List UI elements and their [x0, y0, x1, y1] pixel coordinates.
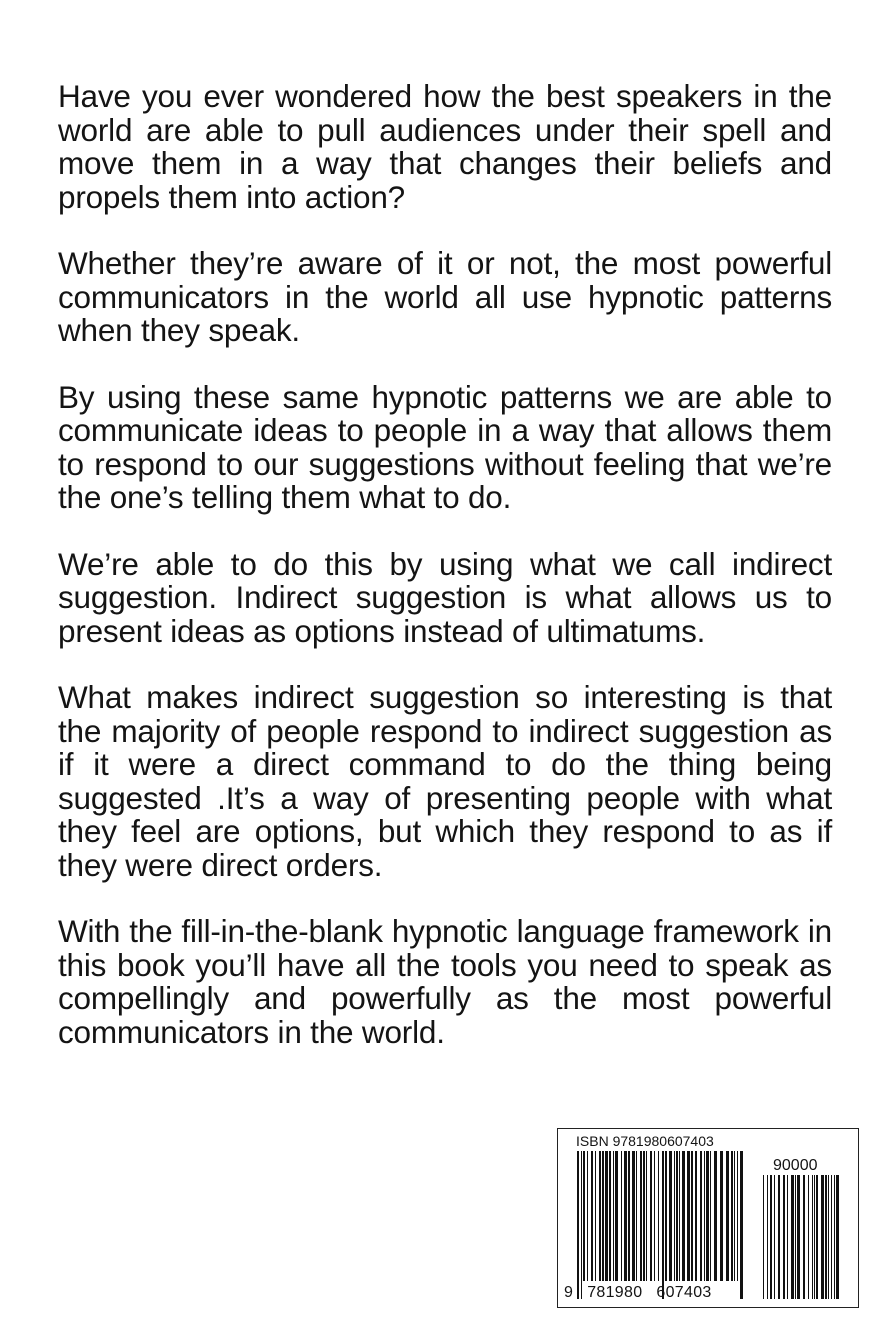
blurb-paragraph-6: With the fill-in-the-blank hypnotic language framework in this book you’ll have all the tools you need to speak as compellingly and powerfully as the most powerful communicators in the world.	[58, 913, 832, 1050]
barcode-bar	[624, 1151, 627, 1281]
addon-bar	[795, 1175, 796, 1299]
barcode-bar	[714, 1151, 717, 1281]
barcode-bar	[615, 1151, 618, 1281]
blurb-paragraph-3: By using these same hypnotic patterns we are able to communicate ideas to people in a way that allows them to respond to our suggestions without feeling that we’re the one’s telling them what to do.	[58, 378, 832, 515]
barcode-bar	[687, 1151, 690, 1281]
barcode-bar	[737, 1151, 738, 1281]
addon-bar	[825, 1175, 827, 1299]
barcode-bar	[676, 1151, 678, 1281]
barcode-bar	[581, 1151, 582, 1299]
barcode-bar	[628, 1151, 630, 1281]
addon-bar	[770, 1175, 772, 1299]
addon-bar	[828, 1175, 829, 1299]
barcode-bar	[643, 1151, 645, 1281]
barcode-bar	[700, 1151, 702, 1281]
blurb-paragraph-4: We’re able to do this by using what we call indirect suggestion. Indirect suggestion is what allows us to present ideas as options instead of ultimatums.	[58, 545, 832, 649]
barcode-digits	[564, 1284, 712, 1302]
barcode-bar	[691, 1151, 693, 1281]
barcode-bar	[731, 1151, 733, 1281]
addon-bar	[808, 1175, 809, 1299]
barcode-bar	[587, 1151, 588, 1281]
addon-bar	[821, 1175, 824, 1299]
barcode-bar	[665, 1151, 667, 1281]
barcode-bars	[558, 1129, 858, 1307]
barcode-bar	[679, 1151, 680, 1281]
isbn-label: ISBN 9781980607403	[576, 1133, 714, 1149]
barcode-bar	[613, 1151, 614, 1281]
addon-bar	[778, 1175, 780, 1299]
addon-bar	[803, 1175, 805, 1299]
barcode-bar	[710, 1151, 711, 1281]
barcode-bar	[599, 1151, 601, 1281]
blurb-paragraph-1: Have you ever wondered how the best speakers in the world are able to pull audiences under their spell and move them in a way that changes their beliefs and propels them into action?	[58, 78, 832, 215]
barcode-bar	[734, 1151, 735, 1281]
barcode-bar	[658, 1151, 659, 1281]
barcode-bar	[621, 1151, 622, 1281]
barcode-bar	[662, 1151, 664, 1299]
addon-bar	[763, 1175, 764, 1299]
barcode-bar	[720, 1151, 723, 1281]
barcode-bar	[591, 1151, 593, 1281]
barcode-bar	[650, 1151, 652, 1281]
barcode-bar	[704, 1151, 705, 1281]
barcode-bar	[646, 1151, 647, 1281]
barcode-bar	[609, 1151, 611, 1281]
barcode-bar	[636, 1151, 637, 1281]
barcode-bar	[654, 1151, 655, 1281]
addon-bar	[767, 1175, 768, 1299]
barcode-bar	[595, 1151, 596, 1281]
blurb-text	[58, 80, 832, 1049]
addon-bar	[791, 1175, 794, 1299]
barcode-bar	[740, 1151, 743, 1299]
barcode-bar	[674, 1151, 675, 1281]
barcode-bar	[583, 1151, 585, 1281]
addon-bar	[774, 1175, 775, 1299]
blurb-paragraph-5: What makes indirect suggestion so interesting is that the majority of people respond to indirect suggestion as if it were a direct command to do the thing being suggested .It’s a way of presenting people with what they feel are options, but which they respond to as if they were direct orders.	[58, 679, 832, 883]
addon-bar	[797, 1175, 800, 1299]
addon-bar	[787, 1175, 788, 1299]
barcode-bar	[602, 1151, 604, 1281]
barcode-bar	[577, 1151, 579, 1299]
addon-bar	[834, 1175, 835, 1299]
addon-bar	[831, 1175, 832, 1299]
barcode-bar	[669, 1151, 672, 1281]
addon-bar	[812, 1175, 813, 1299]
barcode-bar	[726, 1151, 729, 1281]
barcode-digit-first: 9	[564, 1284, 574, 1301]
addon-bar	[783, 1175, 785, 1299]
barcode-digits-left: 781980	[587, 1284, 643, 1301]
barcode-digits-right: 607403	[656, 1284, 712, 1301]
barcode-bar	[695, 1151, 697, 1281]
barcode-bar	[632, 1151, 635, 1281]
addon-bar	[836, 1175, 839, 1299]
addon-number: 90000	[773, 1157, 818, 1174]
barcode-bar	[640, 1151, 642, 1281]
addon-bar	[816, 1175, 818, 1299]
barcode-bar	[706, 1151, 709, 1281]
barcode-bar	[682, 1151, 685, 1281]
addon-bar	[814, 1175, 815, 1299]
isbn-barcode	[557, 1128, 859, 1308]
blurb-paragraph-2: Whether they’re aware of it or not, the most powerful communicators in the world all use hypnotic patterns when they speak.	[58, 245, 832, 348]
barcode-bar	[605, 1151, 608, 1281]
